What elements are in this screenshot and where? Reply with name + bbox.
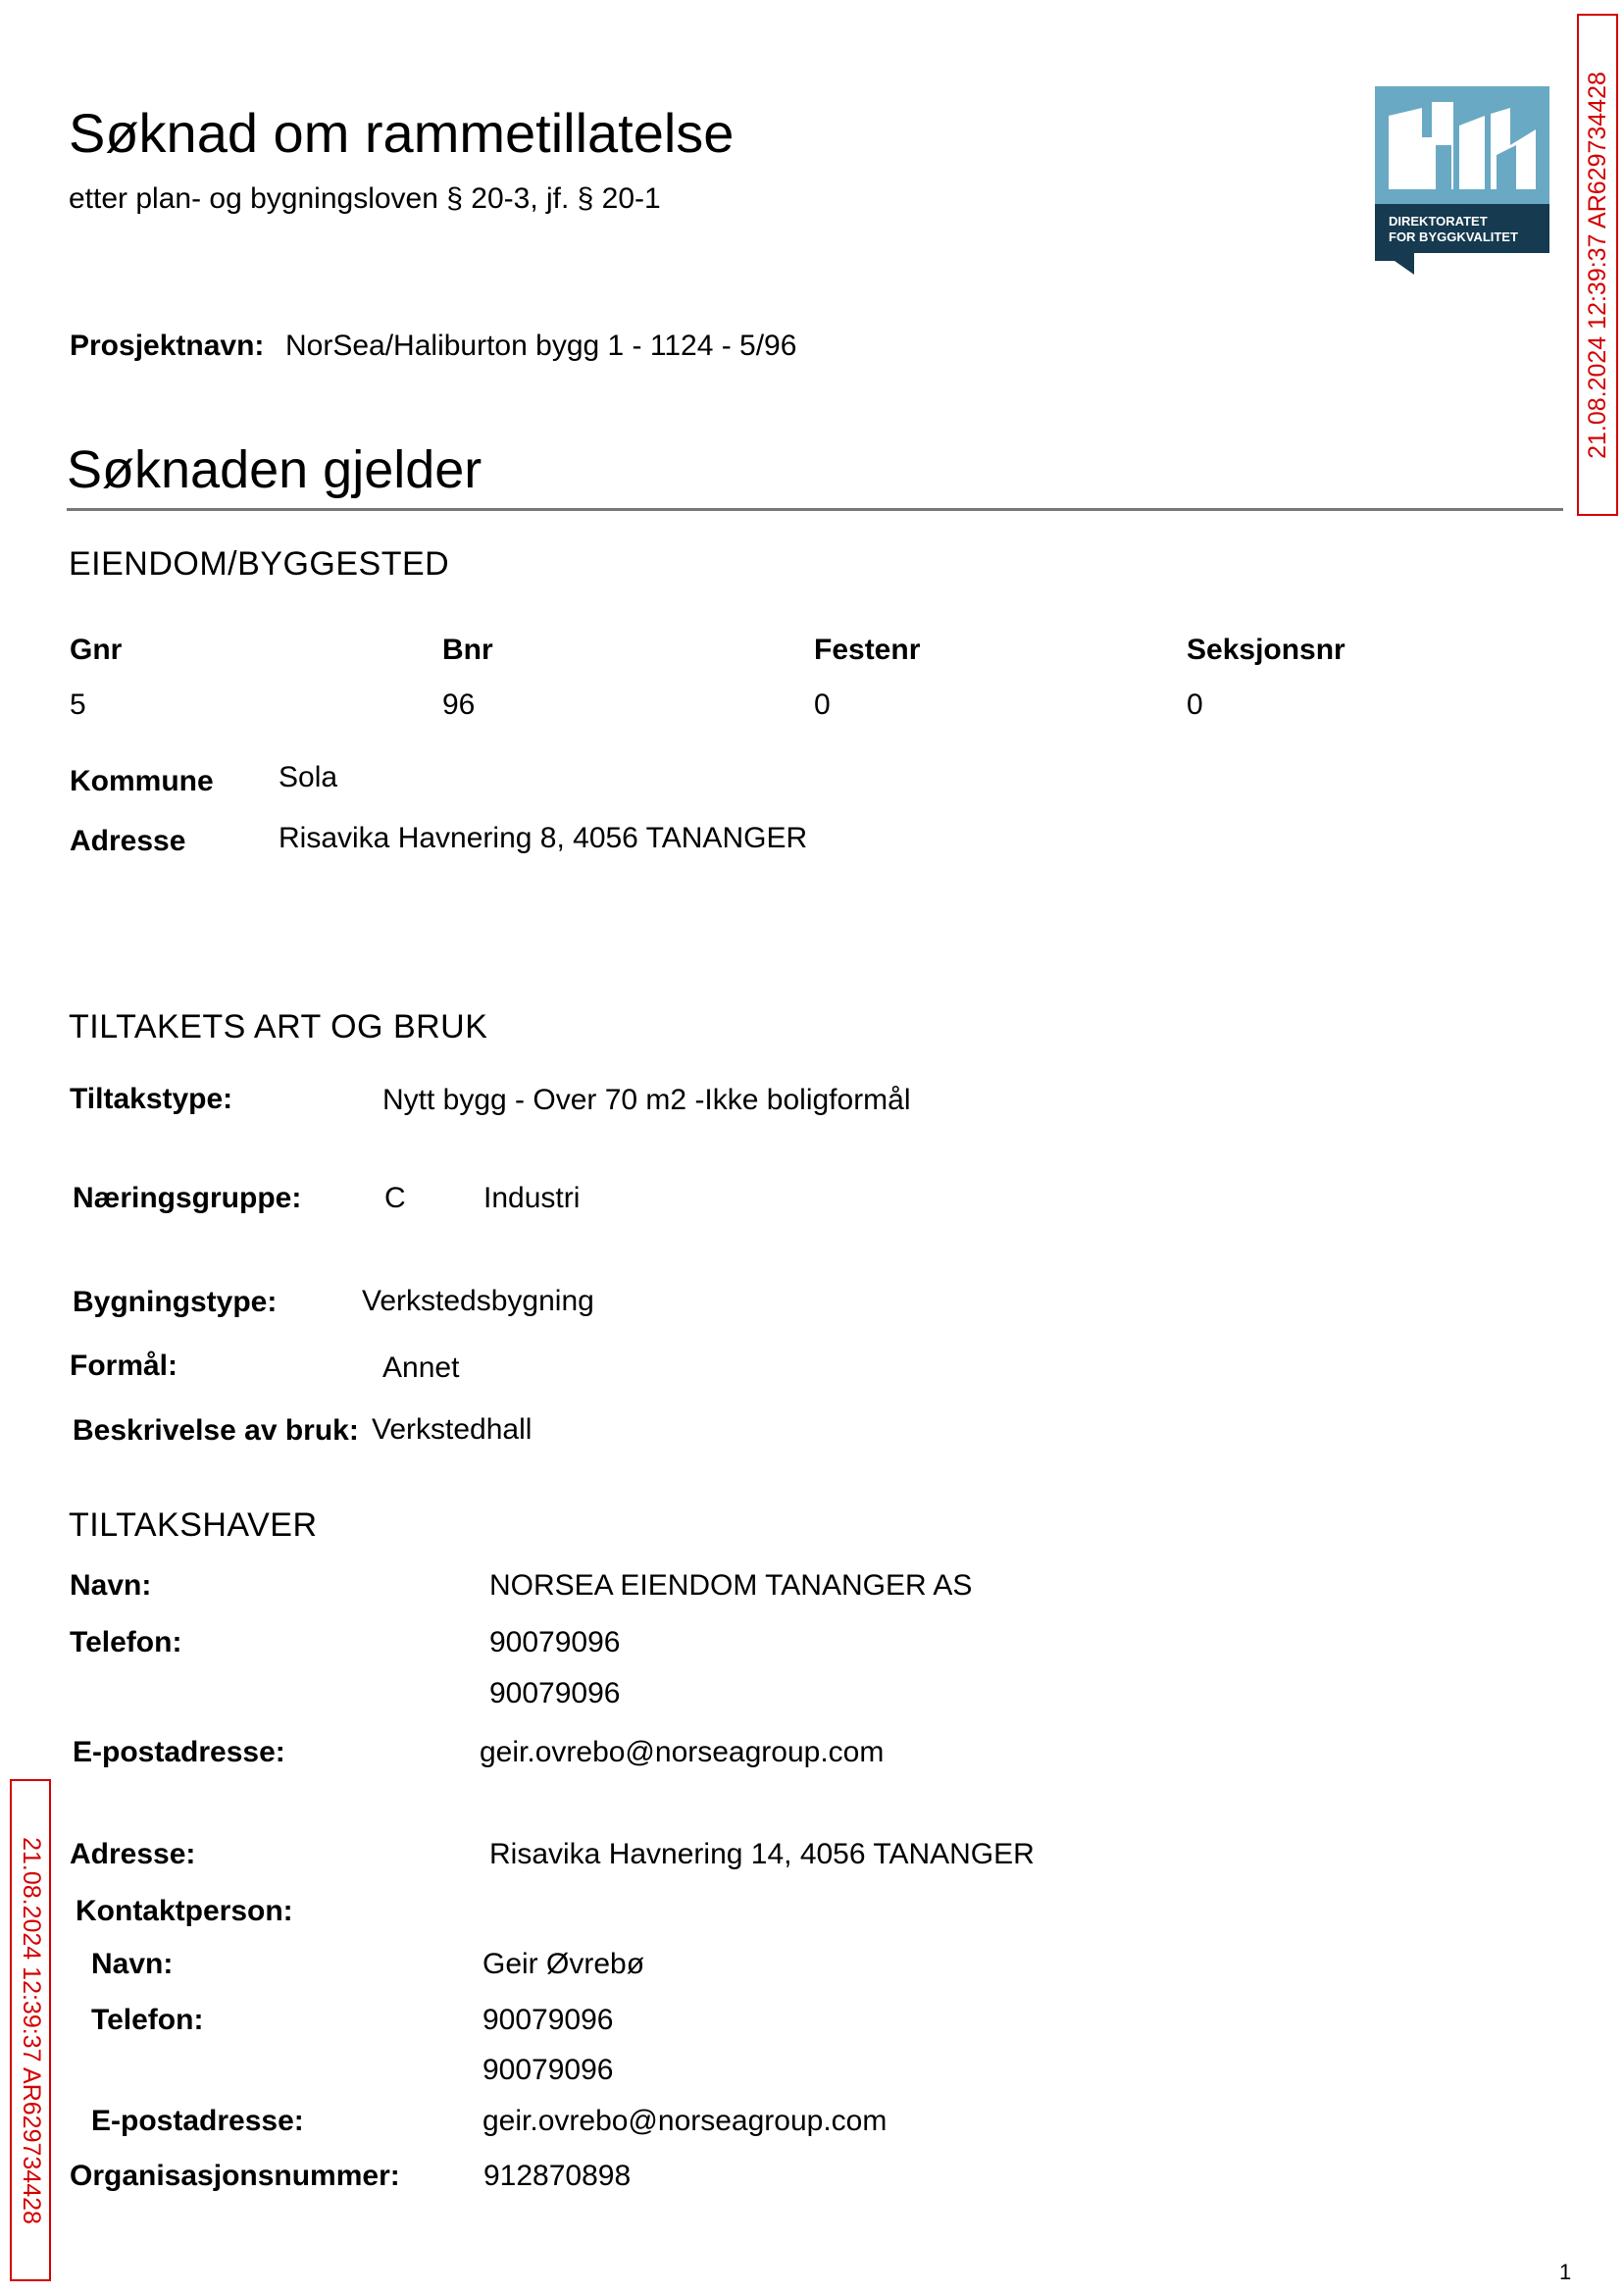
- tiltakshaver-adresse-value: Risavika Havnering 14, 4056 TANANGER: [489, 1838, 1035, 1870]
- tiltakshaver-navn-label: Navn:: [70, 1569, 152, 1602]
- project-value: NorSea/Haliburton bygg 1 - 1124 - 5/96: [285, 330, 797, 362]
- kontakt-navn-label: Navn:: [91, 1948, 174, 1980]
- page-subtitle: etter plan- og bygningsloven § 20-3, jf. § 20-1: [69, 182, 661, 215]
- seksjonsnr-label: Seksjonsnr: [1187, 634, 1345, 666]
- seksjonsnr-value: 0: [1187, 688, 1203, 721]
- naeringsgruppe-code: C: [384, 1182, 406, 1214]
- tiltakshaver-epost-label: E-postadresse:: [73, 1736, 285, 1768]
- gnr-value: 5: [70, 688, 86, 721]
- adresse-label: Adresse: [70, 825, 186, 857]
- tiltakshaver-telefon-label: Telefon:: [70, 1626, 182, 1658]
- kontakt-telefon-1: 90079096: [482, 2004, 614, 2036]
- orgnr-label: Organisasjonsnummer:: [70, 2160, 400, 2192]
- project-label: Prosjektnavn:: [70, 330, 265, 362]
- naeringsgruppe-label: Næringsgruppe:: [73, 1182, 302, 1214]
- kontakt-epost-label: E-postadresse:: [91, 2105, 304, 2137]
- kontakt-epost-value: geir.ovrebo@norseagroup.com: [482, 2105, 888, 2137]
- naeringsgruppe-value: Industri: [483, 1182, 581, 1214]
- formal-value: Annet: [382, 1351, 460, 1384]
- section-divider: [67, 508, 1563, 511]
- beskrivelse-label: Beskrivelse av bruk:: [73, 1414, 359, 1447]
- bygningstype-value: Verkstedsbygning: [362, 1285, 594, 1317]
- kontakt-navn-value: Geir Øvrebø: [482, 1948, 645, 1980]
- eiendom-heading: EIENDOM/BYGGESTED: [69, 545, 450, 583]
- tiltakshaver-telefon-1: 90079096: [489, 1626, 621, 1658]
- festenr-value: 0: [814, 688, 831, 721]
- gnr-label: Gnr: [70, 634, 123, 666]
- bnr-label: Bnr: [442, 634, 493, 666]
- tiltakstype-value: Nytt bygg - Over 70 m2 -Ikke boligformål: [382, 1084, 911, 1116]
- bygningstype-label: Bygningstype:: [73, 1286, 278, 1318]
- kontaktperson-label: Kontaktperson:: [76, 1895, 293, 1927]
- dibk-logo: [1375, 86, 1549, 275]
- tiltak-heading: TILTAKETS ART OG BRUK: [69, 1008, 488, 1045]
- kommune-label: Kommune: [70, 765, 214, 797]
- timestamp-stamp-bottom: 21.08.2024 12:39:37 AR629734428: [10, 1779, 51, 2281]
- logo-line1: DIREKTORATET: [1389, 214, 1488, 229]
- tiltakshaver-navn-value: NORSEA EIENDOM TANANGER AS: [489, 1569, 973, 1602]
- kommune-value: Sola: [279, 761, 338, 793]
- tiltakshaver-epost-value: geir.ovrebo@norseagroup.com: [480, 1736, 885, 1768]
- page-number: 1: [1559, 2260, 1572, 2284]
- bnr-value: 96: [442, 688, 476, 721]
- beskrivelse-value: Verkstedhall: [372, 1413, 533, 1446]
- kontakt-telefon-2: 90079096: [482, 2054, 614, 2086]
- logo-line2: FOR BYGGKVALITET: [1389, 229, 1518, 244]
- section-title: Søknaden gjelder: [67, 440, 482, 499]
- timestamp-stamp-top: 21.08.2024 12:39:37 AR629734428: [1577, 14, 1618, 516]
- festenr-label: Festenr: [814, 634, 921, 666]
- tiltakstype-label: Tiltakstype:: [70, 1083, 233, 1115]
- formal-label: Formål:: [70, 1350, 178, 1382]
- adresse-value: Risavika Havnering 8, 4056 TANANGER: [279, 822, 808, 854]
- tiltakshaver-adresse-label: Adresse:: [70, 1838, 196, 1870]
- orgnr-value: 912870898: [483, 2160, 632, 2192]
- tiltakshaver-telefon-2: 90079096: [489, 1677, 621, 1709]
- page-title: Søknad om rammetillatelse: [69, 102, 735, 164]
- kontakt-telefon-label: Telefon:: [91, 2004, 204, 2036]
- tiltakshaver-heading: TILTAKSHAVER: [69, 1506, 318, 1544]
